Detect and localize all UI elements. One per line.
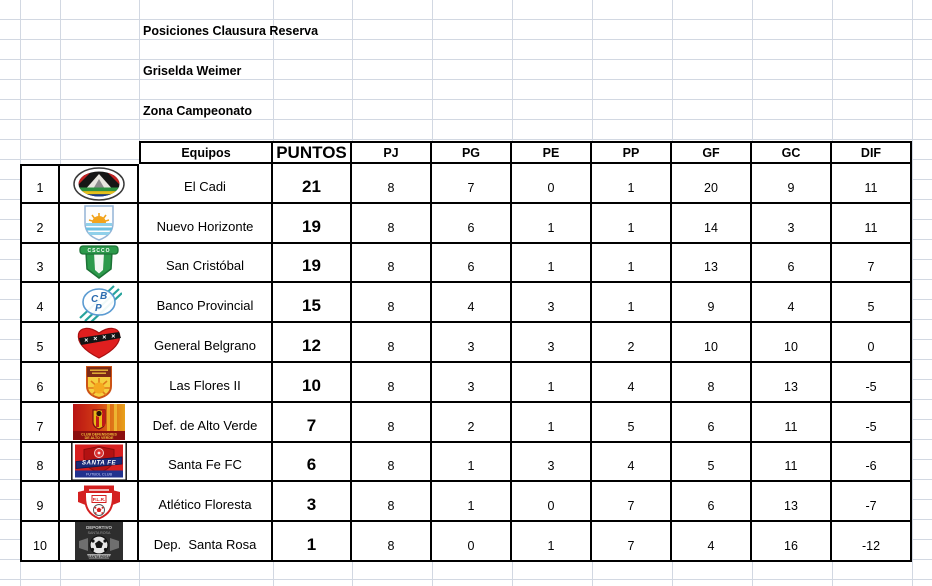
pe-cell[interactable]: 1 bbox=[512, 522, 592, 562]
gf-cell[interactable]: 5 bbox=[672, 443, 752, 483]
dif-cell[interactable]: 11 bbox=[832, 164, 912, 204]
banco-provincial-crest-icon bbox=[76, 283, 122, 322]
team-name-cell[interactable]: Def. de Alto Verde bbox=[139, 403, 273, 443]
header-equipos[interactable]: Equipos bbox=[139, 141, 273, 164]
svg-text:P.L.R.: P.L.R. bbox=[92, 497, 105, 503]
pg-cell[interactable]: 6 bbox=[432, 204, 512, 244]
dif-cell[interactable]: -12 bbox=[832, 522, 912, 562]
header-gf[interactable]: GF bbox=[672, 141, 752, 164]
svg-text:B: B bbox=[99, 291, 107, 303]
svg-text:P: P bbox=[94, 303, 102, 315]
position-cell[interactable]: 7 bbox=[20, 403, 60, 443]
gf-cell[interactable]: 14 bbox=[672, 204, 752, 244]
pe-cell[interactable]: 3 bbox=[512, 443, 592, 483]
points-cell[interactable]: 6 bbox=[273, 443, 352, 483]
pp-cell[interactable]: 7 bbox=[592, 522, 672, 562]
pe-cell[interactable]: 1 bbox=[512, 363, 592, 403]
position-cell[interactable]: 6 bbox=[20, 363, 60, 403]
pe-cell[interactable]: 1 bbox=[512, 403, 592, 443]
gf-cell[interactable]: 6 bbox=[672, 482, 752, 522]
pe-cell[interactable]: 0 bbox=[512, 482, 592, 522]
team-name-cell[interactable]: General Belgrano bbox=[139, 323, 273, 363]
empty-cell bbox=[20, 141, 60, 164]
team-name-cell[interactable]: San Cristóbal bbox=[139, 244, 273, 284]
gridline bbox=[912, 0, 913, 586]
svg-text:SANTA FE: SANTA FE bbox=[81, 460, 116, 468]
gc-cell[interactable]: 4 bbox=[752, 283, 832, 323]
dif-cell[interactable]: 0 bbox=[832, 323, 912, 363]
pg-cell[interactable]: 3 bbox=[432, 363, 512, 403]
team-logo-cell[interactable] bbox=[60, 164, 139, 204]
gc-cell[interactable]: 13 bbox=[752, 363, 832, 403]
svg-text:✕: ✕ bbox=[83, 338, 89, 345]
pj-cell[interactable]: 8 bbox=[352, 443, 432, 483]
pj-cell[interactable]: 8 bbox=[352, 283, 432, 323]
team-logo-cell[interactable] bbox=[60, 323, 139, 363]
alto-verde-crest-icon bbox=[73, 404, 125, 440]
dif-cell[interactable]: 7 bbox=[832, 244, 912, 284]
gc-cell[interactable]: 16 bbox=[752, 522, 832, 562]
team-name-cell[interactable]: Santa Fe FC bbox=[139, 443, 273, 483]
points-cell[interactable]: 19 bbox=[273, 244, 352, 284]
pg-cell[interactable]: 3 bbox=[432, 323, 512, 363]
gc-cell[interactable]: 11 bbox=[752, 443, 832, 483]
gc-cell[interactable]: 6 bbox=[752, 244, 832, 284]
gf-cell[interactable]: 4 bbox=[672, 522, 752, 562]
sheet-title[interactable]: Posiciones Clausura Reserva bbox=[143, 24, 319, 38]
gf-cell[interactable]: 13 bbox=[672, 244, 752, 284]
pj-cell[interactable]: 8 bbox=[352, 244, 432, 284]
pg-cell[interactable]: 1 bbox=[432, 482, 512, 522]
svg-text:C: C bbox=[90, 294, 98, 306]
points-cell[interactable]: 12 bbox=[273, 323, 352, 363]
points-cell[interactable]: 21 bbox=[273, 164, 352, 204]
pe-cell[interactable]: 3 bbox=[512, 283, 592, 323]
san-cristobal-crest-icon bbox=[78, 244, 120, 280]
svg-text:✕: ✕ bbox=[110, 333, 116, 340]
team-name-cell[interactable]: Banco Provincial bbox=[139, 283, 273, 323]
atletico-floresta-crest-icon bbox=[75, 482, 123, 520]
pg-cell[interactable]: 6 bbox=[432, 244, 512, 284]
team-logo-cell[interactable] bbox=[60, 363, 139, 403]
position-cell[interactable]: 1 bbox=[20, 164, 60, 204]
dif-cell[interactable]: -5 bbox=[832, 363, 912, 403]
gc-cell[interactable]: 10 bbox=[752, 323, 832, 363]
empty-cell bbox=[60, 141, 139, 164]
team-name-cell[interactable]: Dep. Santa Rosa bbox=[139, 522, 273, 562]
position-cell[interactable]: 10 bbox=[20, 522, 60, 562]
gf-cell[interactable]: 8 bbox=[672, 363, 752, 403]
team-name-cell[interactable]: El Cadi bbox=[139, 164, 273, 204]
sheet-zone-label[interactable]: Zona Campeonato bbox=[143, 104, 253, 118]
svg-text:SANTA ROSA: SANTA ROSA bbox=[87, 554, 110, 559]
pg-cell[interactable]: 4 bbox=[432, 283, 512, 323]
pp-cell[interactable]: 4 bbox=[592, 443, 672, 483]
nuevo-horizonte-crest-icon bbox=[82, 204, 116, 242]
position-cell[interactable]: 9 bbox=[20, 482, 60, 522]
header-puntos[interactable]: PUNTOS bbox=[273, 141, 352, 164]
svg-text:CLUB DEFENSORES: CLUB DEFENSORES bbox=[80, 432, 117, 437]
gf-cell[interactable]: 20 bbox=[672, 164, 752, 204]
gc-cell[interactable]: 11 bbox=[752, 403, 832, 443]
position-cell[interactable]: 5 bbox=[20, 323, 60, 363]
points-cell[interactable]: 19 bbox=[273, 204, 352, 244]
svg-text:SANTA ROSA: SANTA ROSA bbox=[87, 531, 110, 536]
header-pe[interactable]: PE bbox=[512, 141, 592, 164]
team-name-cell[interactable]: Nuevo Horizonte bbox=[139, 204, 273, 244]
header-dif[interactable]: DIF bbox=[832, 141, 912, 164]
team-logo-cell[interactable] bbox=[60, 403, 139, 443]
dif-cell[interactable]: 11 bbox=[832, 204, 912, 244]
pp-cell[interactable]: 1 bbox=[592, 283, 672, 323]
pj-cell[interactable]: 8 bbox=[352, 323, 432, 363]
pg-cell[interactable]: 2 bbox=[432, 403, 512, 443]
pj-cell[interactable]: 8 bbox=[352, 482, 432, 522]
svg-text:FUTBOL CLUB: FUTBOL CLUB bbox=[85, 472, 112, 477]
header-pj[interactable]: PJ bbox=[352, 141, 432, 164]
pg-cell[interactable]: 7 bbox=[432, 164, 512, 204]
header-gc[interactable]: GC bbox=[752, 141, 832, 164]
santa-fe-crest-icon bbox=[71, 443, 127, 482]
gf-cell[interactable]: 9 bbox=[672, 283, 752, 323]
svg-text:DE ALTO VERDE: DE ALTO VERDE bbox=[84, 435, 113, 440]
position-cell[interactable]: 8 bbox=[20, 443, 60, 483]
points-cell[interactable]: 3 bbox=[273, 482, 352, 522]
pj-cell[interactable]: 8 bbox=[352, 363, 432, 403]
team-logo-cell[interactable] bbox=[60, 283, 139, 323]
pe-cell[interactable]: 3 bbox=[512, 323, 592, 363]
gf-cell[interactable]: 10 bbox=[672, 323, 752, 363]
pj-cell[interactable]: 8 bbox=[352, 522, 432, 562]
team-logo-cell[interactable] bbox=[60, 522, 139, 562]
las-flores-crest-icon bbox=[83, 364, 115, 400]
santa-rosa-crest-icon bbox=[75, 522, 123, 561]
position-cell[interactable]: 4 bbox=[20, 283, 60, 323]
pj-cell[interactable]: 8 bbox=[352, 164, 432, 204]
el-cadi-crest-icon bbox=[73, 167, 125, 201]
dif-cell[interactable]: -6 bbox=[832, 443, 912, 483]
pp-cell[interactable]: 1 bbox=[592, 164, 672, 204]
pp-cell[interactable]: 4 bbox=[592, 363, 672, 403]
team-name-cell[interactable]: Atlético Floresta bbox=[139, 482, 273, 522]
gc-cell[interactable]: 13 bbox=[752, 482, 832, 522]
team-logo-cell[interactable] bbox=[60, 244, 139, 284]
pg-cell[interactable]: 1 bbox=[432, 443, 512, 483]
dif-cell[interactable]: -5 bbox=[832, 403, 912, 443]
general-belgrano-crest-icon bbox=[75, 325, 123, 359]
points-cell[interactable]: 1 bbox=[273, 522, 352, 562]
pp-cell[interactable]: 5 bbox=[592, 403, 672, 443]
pp-cell[interactable]: 1 bbox=[592, 244, 672, 284]
pe-cell[interactable]: 1 bbox=[512, 204, 592, 244]
team-name-cell[interactable]: Las Flores II bbox=[139, 363, 273, 403]
standings-table bbox=[20, 141, 912, 562]
pp-cell[interactable]: 1 bbox=[592, 204, 672, 244]
header-pp[interactable]: PP bbox=[592, 141, 672, 164]
pj-cell[interactable]: 8 bbox=[352, 204, 432, 244]
points-cell[interactable]: 15 bbox=[273, 283, 352, 323]
dif-cell[interactable]: 5 bbox=[832, 283, 912, 323]
points-cell[interactable]: 10 bbox=[273, 363, 352, 403]
gf-cell[interactable]: 6 bbox=[672, 403, 752, 443]
svg-text:✕: ✕ bbox=[101, 335, 107, 342]
header-pg[interactable]: PG bbox=[432, 141, 512, 164]
position-cell[interactable]: 2 bbox=[20, 204, 60, 244]
pj-cell[interactable]: 8 bbox=[352, 403, 432, 443]
team-logo-cell[interactable] bbox=[60, 482, 139, 522]
team-logo-cell[interactable] bbox=[60, 443, 139, 483]
team-logo-cell[interactable] bbox=[60, 204, 139, 244]
pp-cell[interactable]: 7 bbox=[592, 482, 672, 522]
pg-cell[interactable]: 0 bbox=[432, 522, 512, 562]
pe-cell[interactable]: 0 bbox=[512, 164, 592, 204]
svg-text:✕: ✕ bbox=[92, 336, 98, 343]
pp-cell[interactable]: 2 bbox=[592, 323, 672, 363]
pe-cell[interactable]: 1 bbox=[512, 244, 592, 284]
svg-text:DEPORTIVO: DEPORTIVO bbox=[85, 525, 112, 531]
sheet-author[interactable]: Griselda Weimer bbox=[143, 64, 242, 78]
dif-cell[interactable]: -7 bbox=[832, 482, 912, 522]
points-cell[interactable]: 7 bbox=[273, 403, 352, 443]
svg-text:CSCCO: CSCCO bbox=[86, 248, 111, 255]
position-cell[interactable]: 3 bbox=[20, 244, 60, 284]
gc-cell[interactable]: 9 bbox=[752, 164, 832, 204]
gc-cell[interactable]: 3 bbox=[752, 204, 832, 244]
